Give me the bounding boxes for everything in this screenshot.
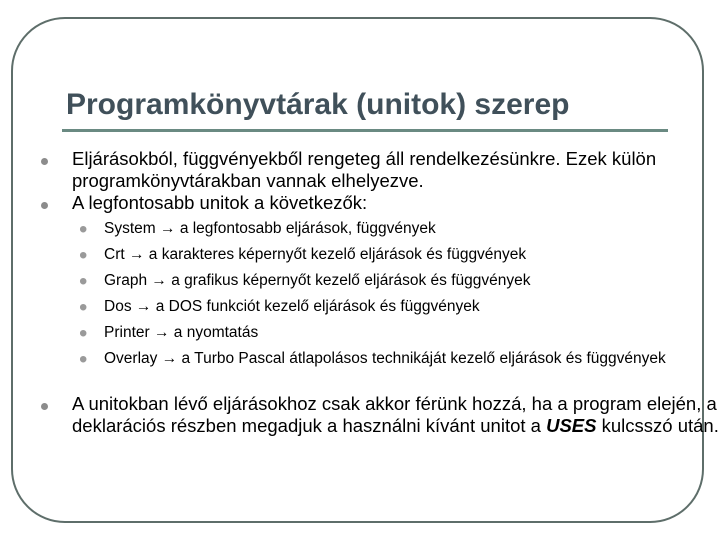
arrow-right-icon: → — [160, 220, 176, 237]
arrow-right-icon: → — [151, 272, 167, 289]
unit-item-system — [0, 216, 720, 243]
unit-name: Crt — [104, 246, 125, 263]
unit-description: a karakteres képernyőt kezelő eljárások és függvények — [148, 246, 527, 263]
unit-item-crt — [0, 242, 720, 269]
bullet-item — [0, 148, 720, 192]
bullet-text: A legfontosabb unitok a következők: — [72, 192, 368, 213]
bullet-list — [0, 148, 720, 437]
sub-bullet-icon: • — [79, 294, 88, 321]
bullet-dot-icon — [41, 202, 48, 209]
sub-bullet-icon: • — [79, 268, 88, 295]
bullet-item — [0, 393, 720, 437]
unit-name: System — [104, 220, 156, 237]
title-underline — [62, 129, 668, 132]
unit-list — [0, 216, 720, 373]
uses-keyword: USES — [546, 415, 597, 436]
unit-description: a Turbo Pascal átlapolásos technikáját kezelő eljárások és függvények — [181, 350, 666, 367]
unit-item-dos — [0, 294, 720, 321]
unit-name: Graph — [104, 272, 148, 289]
arrow-right-icon: → — [135, 298, 152, 315]
sub-bullet-icon: • — [79, 346, 88, 373]
unit-item-overlay — [0, 346, 720, 373]
arrow-right-icon: → — [153, 324, 170, 341]
bullet-text: A unitokban lévő eljárásokhoz csak akkor férünk hozzá, ha a program elején, a deklarációs részben megadjuk a használni kívánt unitot a — [72, 393, 717, 436]
arrow-right-icon: → — [161, 350, 178, 367]
bullet-dot-icon — [41, 158, 48, 165]
unit-description: a grafikus képernyőt kezelő eljárások és függvények — [171, 272, 531, 289]
sub-bullet-icon: • — [79, 242, 88, 269]
unit-name: Dos — [104, 298, 132, 315]
bullet-dot-icon — [41, 403, 48, 410]
arrow-right-icon: → — [128, 246, 145, 263]
slide-title: Programkönyvtárak (unitok) szerep — [66, 88, 570, 121]
bullet-text-end: kulcsszó után. — [596, 415, 719, 436]
unit-item-graph — [0, 268, 720, 295]
bullet-item — [0, 192, 720, 214]
unit-name: Overlay — [104, 350, 158, 367]
sub-bullet-icon: • — [79, 216, 88, 243]
unit-description: a DOS funkciót kezelő eljárások és függvények — [155, 298, 480, 315]
sub-bullet-icon: • — [79, 320, 88, 347]
unit-item-printer — [0, 320, 720, 347]
unit-name: Printer — [104, 324, 150, 341]
unit-description: a nyomtatás — [173, 324, 259, 341]
unit-description: a legfontosabb eljárások, függvények — [179, 220, 436, 237]
bullet-text: Eljárásokból, függvényekből rengeteg áll rendelkezésünkre. Ezek külön programkönyvtárakban vannak elhelyezve. — [72, 148, 657, 191]
